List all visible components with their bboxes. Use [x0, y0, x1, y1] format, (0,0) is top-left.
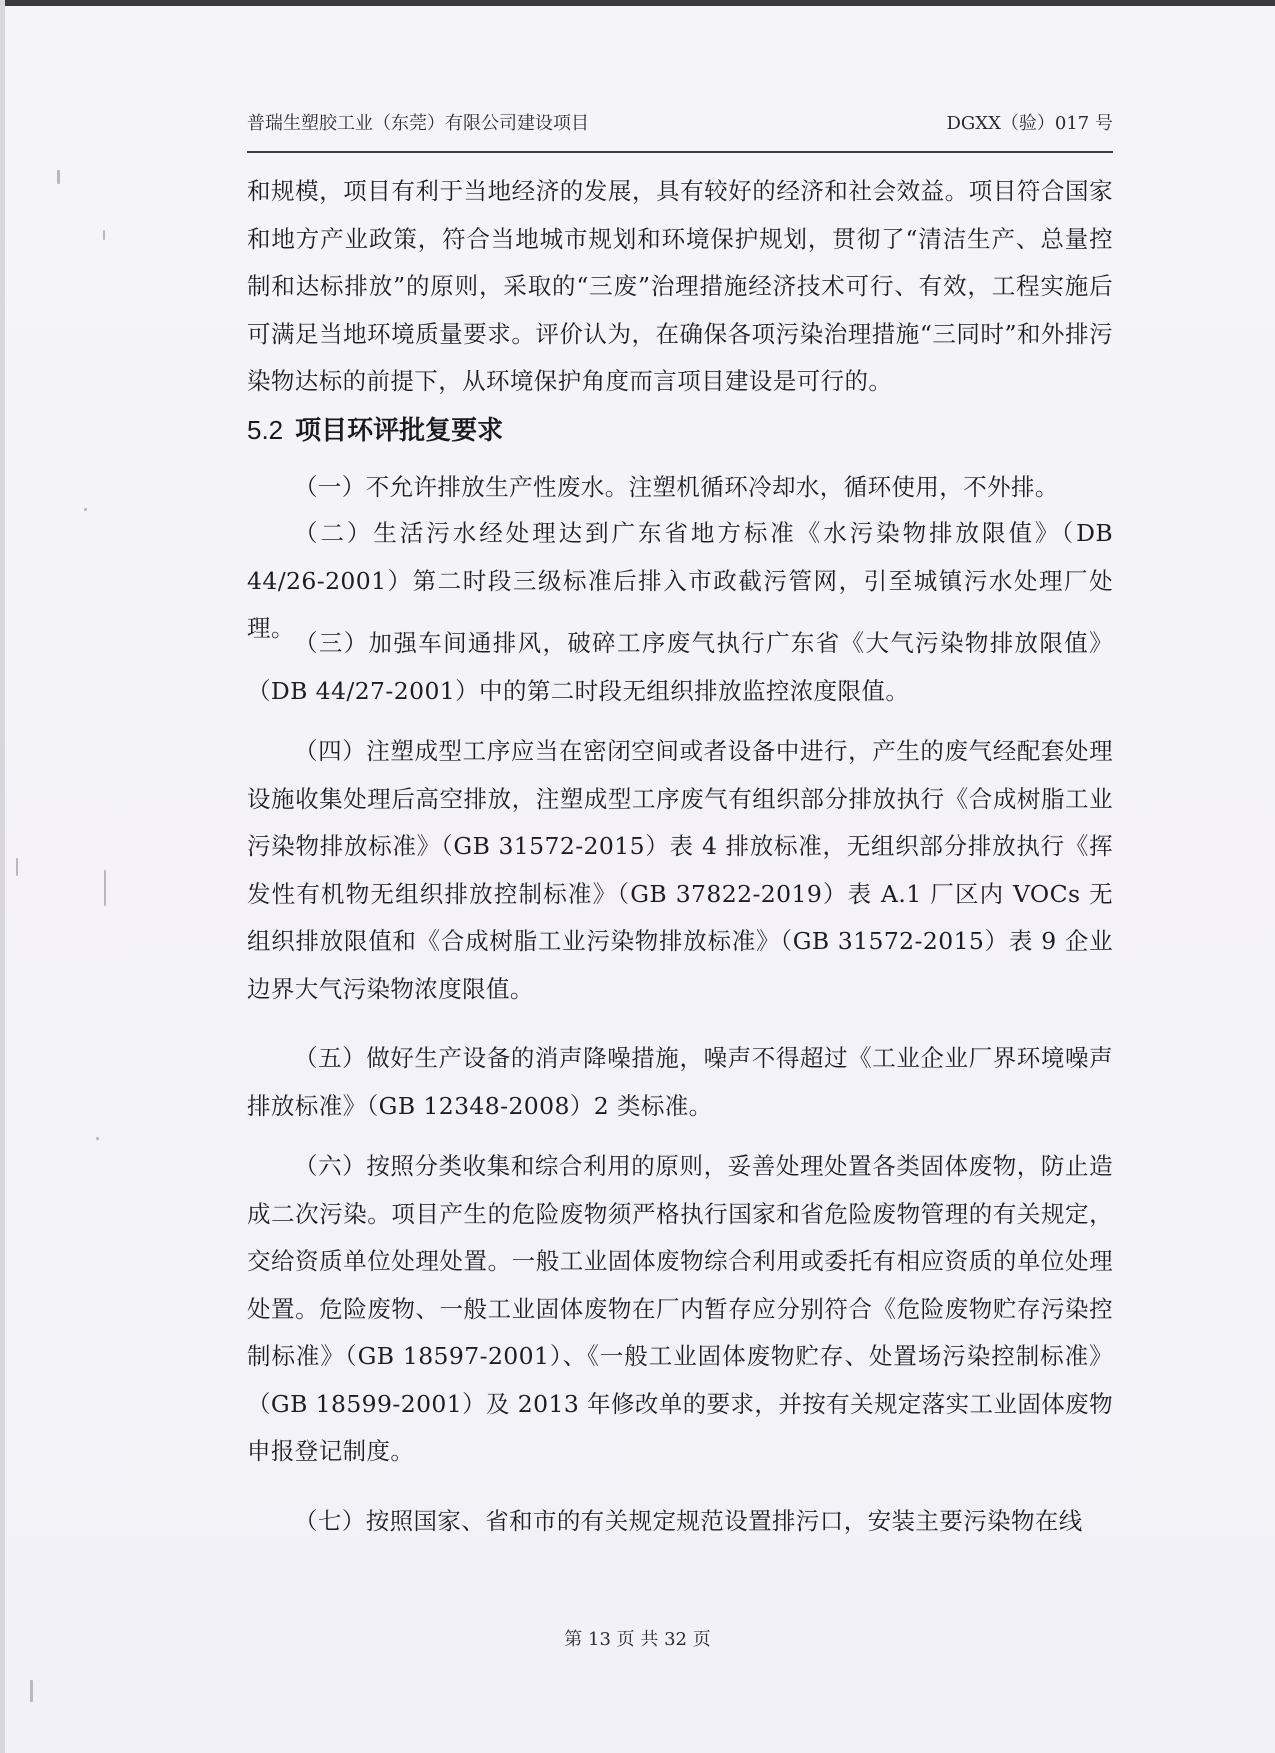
page-number-label: 第 13 页 共 32 页 — [564, 1629, 711, 1650]
scan-border-left — [0, 0, 5, 1753]
page-header — [247, 106, 1113, 138]
section-number: 5.2 — [247, 415, 284, 445]
scan-speck — [84, 508, 87, 511]
header-divider — [247, 151, 1113, 153]
requirement-paragraph-7: （七）按照国家、省和市的有关规定规范设置排污口，安装主要污染物在线 — [294, 1507, 1083, 1535]
intro-text-block — [247, 168, 1113, 406]
scan-speck — [57, 170, 60, 184]
requirement-5-block — [247, 1035, 1113, 1130]
section-title: 项目环评批复要求 — [295, 416, 504, 446]
requirement-paragraph-1: （一）不允许排放生产性废水。注塑机循环冷却水，循环使用，不外排。 — [294, 473, 1059, 501]
requirement-3-block — [247, 620, 1113, 715]
requirement-6-block — [247, 1143, 1113, 1476]
scan-speck — [16, 858, 18, 876]
requirement-7-block — [247, 1498, 1113, 1546]
scan-speck — [30, 1680, 33, 1702]
requirement-paragraph-6: （六）按照分类收集和综合利用的原则，妥善处理处置各类固体废物，防止造成二次污染。项目产生的危险废物须严格执行国家和省危险废物管理的有关规定，交给资质单位处理处置。一般工业固体废物综合利用或委托有相应资质的单位处理处置。危险废物、一般工业固体废物在厂内暂存应分别符合《危险废物贮存污染控制标准》（GB 18597-2001）、《一般工业固体废物贮存、处置场污染控制标准》（GB 18599-2001）及 2013 年修改单的要求，并按有关规定落实工业固体废物申报登记制度。 — [247, 1152, 1113, 1465]
requirement-paragraph-3: （三）加强车间通排风，破碎工序废气执行广东省《大气污染物排放限值》（DB 44/27-2001）中的第二时段无组织排放监控浓度限值。 — [247, 629, 1113, 705]
section-heading — [247, 410, 503, 447]
requirement-paragraph-4: （四）注塑成型工序应当在密闭空间或者设备中进行，产生的废气经配套处理设施收集处理后高空排放，注塑成型工序废气有组织部分排放执行《合成树脂工业污染物排放标准》（GB 31572-2015）表 4 排放标准，无组织部分排放执行《挥发性有机物无组织排放控制标准》（GB 37822-2019）表 A.1 厂区内 VOCs 无组织排放限值和《合成树脂工业污染物排放标准》（GB 31572-2015）表 9 企业边界大气污染物浓度限值。 — [247, 737, 1113, 1003]
scan-speck — [96, 1137, 99, 1140]
scan-border-top — [0, 0, 1275, 6]
header-project-name: 普瑞生塑胶工业（东莞）有限公司建设项目 — [247, 113, 589, 134]
header-document-number: DGXX（验）017 号 — [946, 113, 1113, 134]
requirement-4-block — [247, 728, 1113, 1013]
scan-speck — [103, 230, 105, 240]
requirement-1-block — [247, 464, 1113, 512]
requirement-paragraph-5: （五）做好生产设备的消声降噪措施，噪声不得超过《工业企业厂界环境噪声排放标准》（GB 12348-2008）2 类标准。 — [247, 1044, 1113, 1120]
requirement-paragraph-2: （二）生活污水经处理达到广东省地方标准《水污染物排放限值》（DB 44/26-2001）第二时段三级标准后排入市政截污管网，引至城镇污水处理厂处理。 — [247, 519, 1113, 642]
page-footer — [0, 1625, 1275, 1651]
intro-paragraph: 和规模，项目有利于当地经济的发展，具有较好的经济和社会效益。项目符合国家和地方产业政策，符合当地城市规划和环境保护规划，贯彻了“清洁生产、总量控制和达标排放”的原则，采取的“三废”治理措施经济技术可行、有效，工程实施后可满足当地环境质量要求。评价认为，在确保各项污染治理措施“三同时”和外排污染物达标的前提下，从环境保护角度而言项目建设是可行的。 — [247, 177, 1113, 395]
scan-speck — [104, 870, 106, 906]
